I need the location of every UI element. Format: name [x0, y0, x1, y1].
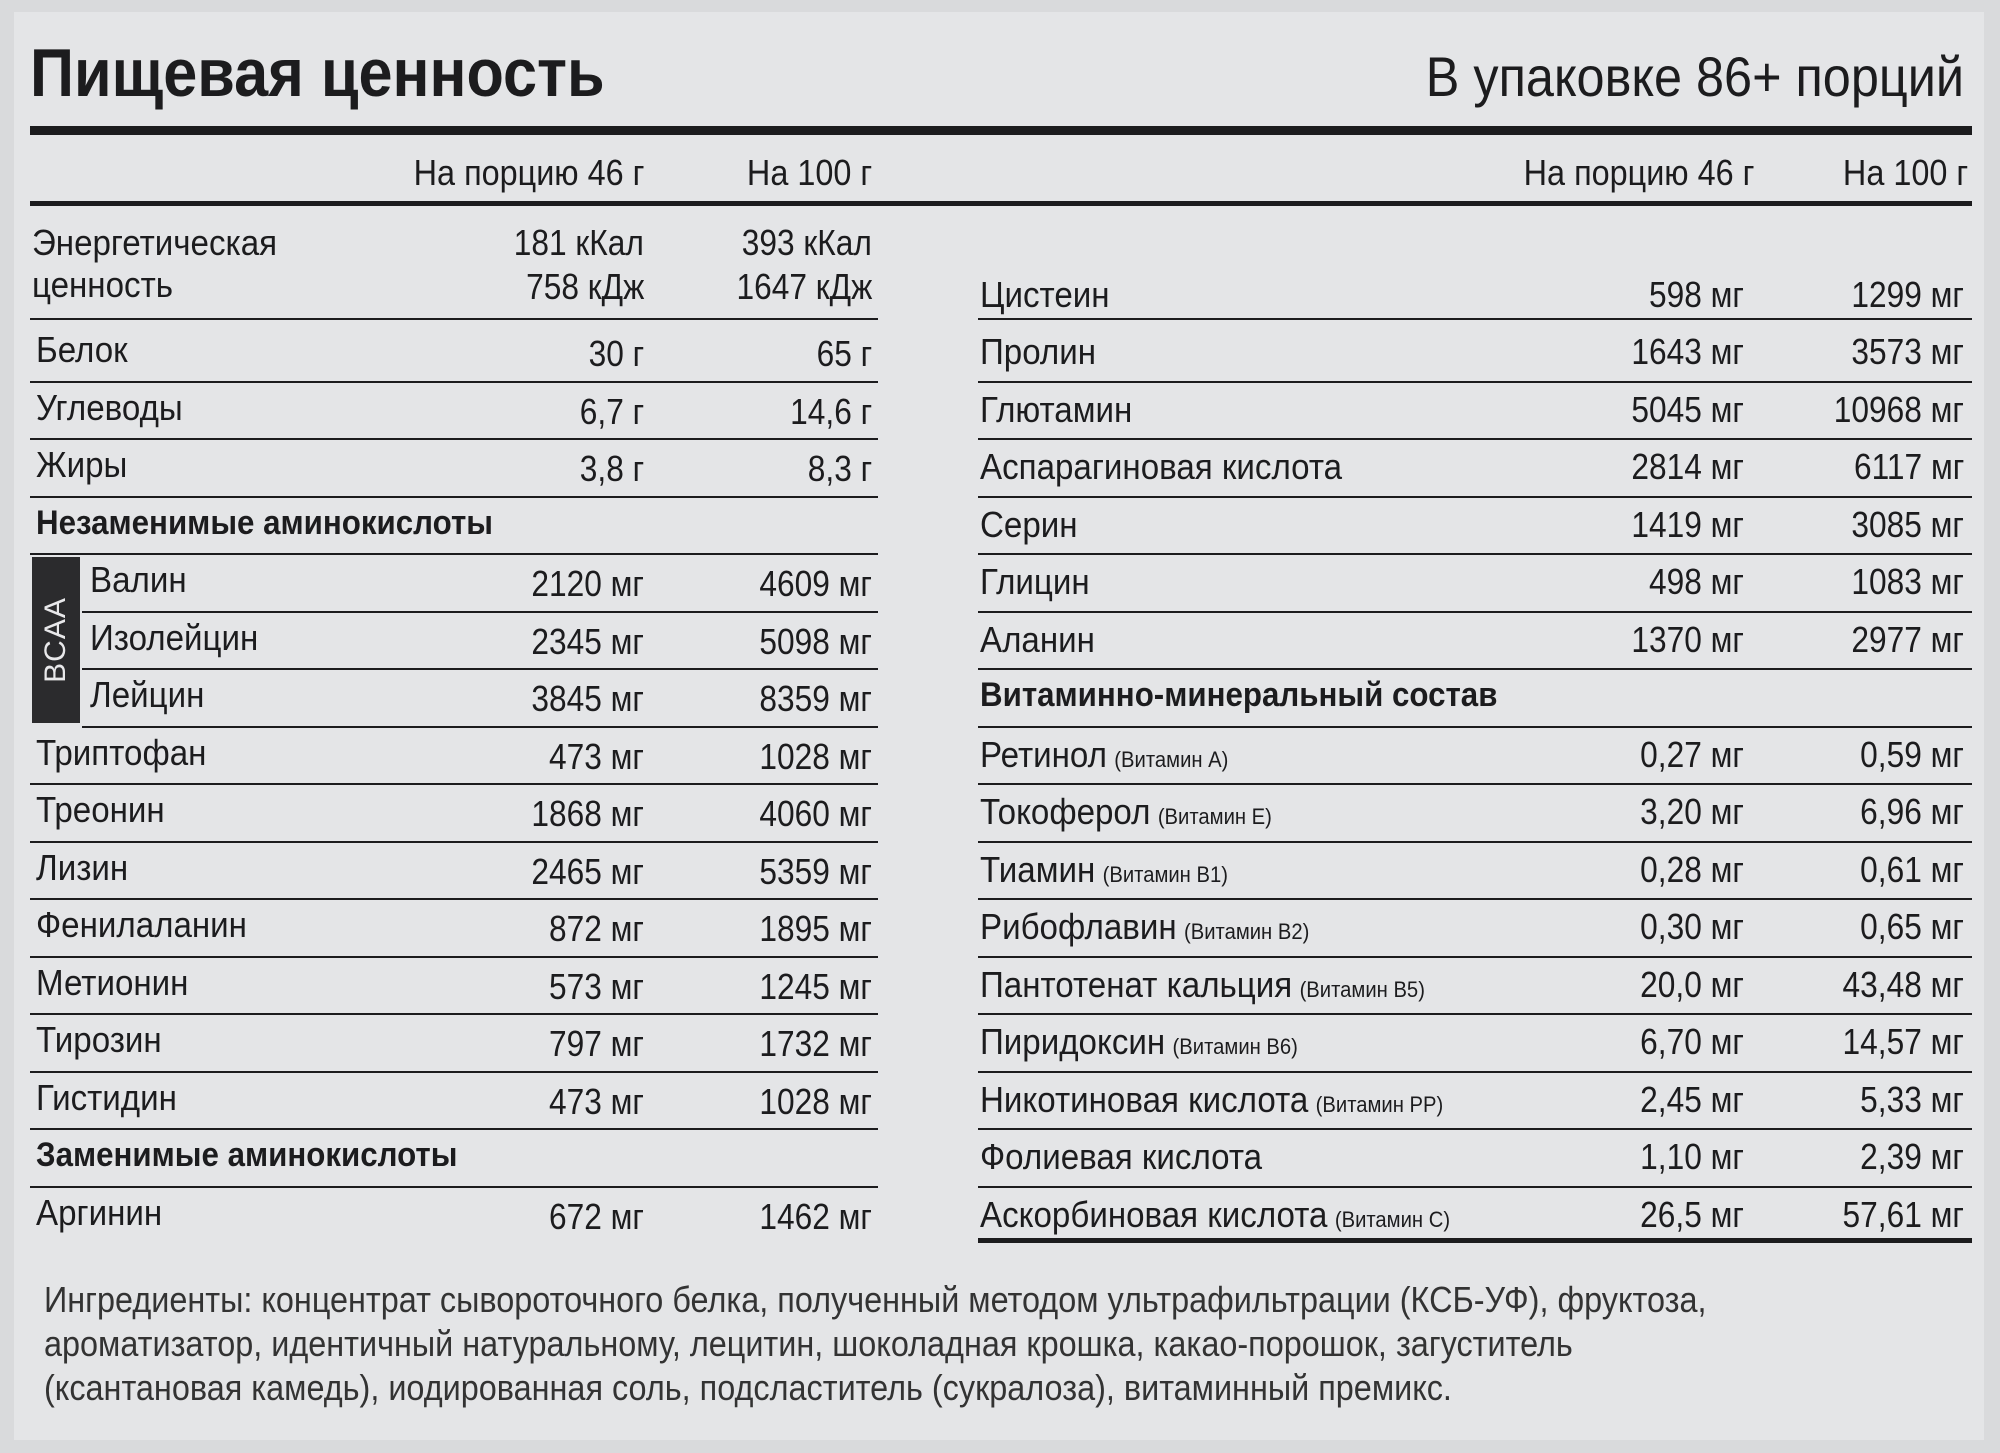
row-divider: [82, 668, 878, 670]
per-serving-value: 6,7 г: [579, 390, 644, 432]
nutrient-label: Белок: [36, 329, 128, 370]
per-100g-value: 1083 мг: [1851, 561, 1964, 602]
nutrient-name: Ретинол: [980, 733, 1107, 775]
energy-serving-kcal: 181 кКал: [513, 222, 644, 263]
per-serving-value: 2465 мг: [531, 850, 644, 892]
nutrient-name: Тиамин: [980, 848, 1096, 890]
nutrient-label: Триптофан: [36, 731, 207, 773]
nutrient-label: [980, 619, 1095, 661]
nutrient-label: [980, 331, 1096, 373]
row-divider: [978, 783, 1972, 785]
nutrient-name: Пантотенат кальция: [980, 963, 1293, 1005]
nutrient-label: Валин: [90, 559, 187, 600]
per-serving-value: 2,45 мг: [1640, 1078, 1744, 1120]
per-serving-value: 20,0 мг: [1640, 963, 1744, 1005]
servings-count: В упаковке 86+ порций: [1425, 45, 1964, 108]
table-bottom-rule: [978, 1238, 1972, 1243]
nutrient-name: Пиридоксин: [980, 1021, 1166, 1062]
per-100g-value: 6,96 мг: [1860, 791, 1964, 832]
per-serving-value: 1643 мг: [1631, 331, 1744, 372]
per-100g-value: 8,3 г: [807, 448, 872, 489]
vitamin-note: (Витамин В6): [1172, 1034, 1298, 1059]
row-divider: [978, 898, 1972, 900]
per-100g-value: 3573 мг: [1851, 331, 1964, 372]
per-100g-value: 1895 мг: [759, 908, 872, 949]
per-100g-value: 0,65 мг: [1860, 906, 1964, 947]
per-100g-value: 3085 мг: [1851, 503, 1964, 545]
nutrient-label: [980, 1136, 1262, 1178]
per-serving-value: 498 мг: [1649, 561, 1744, 602]
bcaa-badge: BCAA: [32, 557, 80, 723]
nutrient-label: [980, 964, 1425, 1011]
per-100g-value: 5098 мг: [759, 620, 872, 662]
row-divider: [30, 956, 878, 958]
per-100g-value: 1028 мг: [759, 735, 872, 777]
per-100g-value: 1462 мг: [759, 1195, 872, 1237]
per-100g-value: 4060 мг: [759, 793, 872, 834]
section-title: Заменимые аминокислоты: [36, 1136, 458, 1174]
per-100g-value: 0,59 мг: [1860, 733, 1964, 775]
section-title: Незаменимые аминокислоты: [36, 503, 493, 542]
row-divider: [978, 1128, 1972, 1130]
row-divider: [978, 496, 1972, 498]
nutrient-label: [980, 504, 1078, 546]
per-serving-value: 2814 мг: [1631, 446, 1744, 487]
vitamin-note: (Витамин В5): [1299, 976, 1425, 1002]
row-divider: [30, 553, 878, 555]
per-100g-value: 5,33 мг: [1860, 1078, 1964, 1120]
vitamin-note: (Витамин PP): [1315, 1091, 1444, 1117]
nutrient-label: [980, 446, 1342, 488]
nutrient-name: Аскорбиновая кислота: [980, 1193, 1328, 1235]
nutrient-label: [980, 1079, 1443, 1126]
per-100g-value: 4609 мг: [759, 563, 872, 604]
nutrient-name: Никотиновая кислота: [980, 1078, 1309, 1120]
per-100g-value: 8359 мг: [759, 678, 872, 719]
per-serving-value: 2345 мг: [531, 620, 644, 662]
per-100g-value: 1028 мг: [759, 1080, 872, 1122]
nutrient-name: Цистеин: [980, 274, 1110, 315]
per-serving-value: 3,8 г: [579, 448, 644, 489]
per-100g-value: 6117 мг: [1853, 446, 1964, 487]
row-divider: [978, 438, 1972, 440]
per-100g-value: 1299 мг: [1851, 274, 1964, 315]
row-divider: [978, 1071, 1972, 1073]
nutrient-label: [980, 561, 1090, 603]
per-100g-value: 14,6 г: [789, 390, 872, 432]
row-divider: [978, 553, 1972, 555]
energy-serving-kj: 758 кДж: [525, 266, 644, 307]
nutrient-label: [980, 734, 1228, 781]
nutrient-name: Аспарагиновая кислота: [980, 446, 1343, 487]
row-divider: [978, 1186, 1972, 1188]
nutrient-name: Фолиевая кислота: [980, 1136, 1263, 1177]
per-serving-value: 797 мг: [549, 1023, 644, 1064]
per-100g-value: 65 г: [816, 333, 872, 374]
nutrient-name: Аланин: [980, 618, 1095, 660]
per-serving-value: 672 мг: [549, 1195, 644, 1237]
energy-label-line1: Энергетическая: [32, 222, 278, 263]
nutrient-name: Рибофлавин: [980, 906, 1177, 947]
per-100g-value: 0,61 мг: [1860, 848, 1964, 890]
nutrient-label: [980, 906, 1309, 953]
per-serving-value: 2120 мг: [531, 563, 644, 604]
nutrient-label: [980, 791, 1272, 838]
row-divider: [30, 381, 878, 383]
row-divider: [30, 898, 878, 900]
per-100g-value: 14,57 мг: [1842, 1021, 1964, 1062]
energy-label-line2: ценность: [32, 264, 174, 305]
nutrient-name: Глютамин: [980, 388, 1133, 430]
row-divider: [30, 438, 878, 440]
per-100g-value: 2,39 мг: [1860, 1136, 1964, 1177]
row-divider: [978, 841, 1972, 843]
row-divider: [978, 1013, 1972, 1015]
per-serving-value: 3,20 мг: [1640, 791, 1744, 832]
page-title: Пищевая ценность: [30, 35, 605, 111]
row-divider: [30, 318, 878, 320]
per-100g-value: 5359 мг: [759, 850, 872, 892]
per-100g-value: 43,48 мг: [1842, 963, 1964, 1005]
vitamin-note: (Витамин В2): [1183, 919, 1310, 944]
per-serving-value: 1868 мг: [531, 793, 644, 834]
per-serving-value: 0,28 мг: [1640, 848, 1744, 890]
ingredients-line-1: Ингредиенты: концентрат сывороточного белка, полученный методом ультрафильтрации (КСБ-УФ), фруктоза,: [44, 1279, 1707, 1320]
per-serving-value: 1370 мг: [1631, 618, 1744, 660]
per-serving-value: 0,30 мг: [1640, 906, 1744, 947]
row-divider: [30, 1013, 878, 1015]
column-header-per-serving-right: На порцию 46 г: [1523, 152, 1754, 193]
per-serving-value: 598 мг: [1649, 274, 1744, 315]
nutrient-name: Пролин: [980, 331, 1097, 372]
vitamin-note: (Витамин А): [1114, 746, 1229, 772]
vitamin-note: (Витамин С): [1334, 1206, 1451, 1232]
per-100g-value: 1245 мг: [759, 965, 872, 1007]
per-serving-value: 5045 мг: [1631, 388, 1744, 430]
per-serving-value: 0,27 мг: [1640, 733, 1744, 775]
row-divider: [978, 611, 1972, 613]
nutrient-label: [980, 389, 1132, 431]
nutrient-label: [980, 1021, 1298, 1068]
row-divider: [978, 318, 1972, 320]
energy-100g-kcal: 393 кКал: [741, 222, 872, 263]
ingredients-line-3: (ксантановая камедь), иодированная соль, подсластитель (сукралоза), витаминный премикс.: [44, 1367, 1452, 1408]
row-divider: [30, 841, 878, 843]
nutrient-label: Лизин: [36, 846, 129, 888]
ingredients-line-2: ароматизатор, идентичный натуральному, лецитин, шоколадная крошка, какао-порошок, загуститель: [44, 1323, 1573, 1364]
row-divider: [978, 726, 1972, 728]
vitamin-note: (Витамин Е): [1157, 804, 1272, 829]
vitamin-note: (Витамин В1): [1102, 861, 1228, 887]
ingredients-text: [44, 1278, 1943, 1410]
nutrient-label: Лейцин: [90, 674, 205, 715]
per-100g-value: 57,61 мг: [1842, 1193, 1964, 1235]
nutrient-label: Гистидин: [36, 1076, 177, 1118]
per-serving-value: 872 мг: [549, 908, 644, 949]
nutrient-label: Тирозин: [36, 1019, 162, 1060]
row-divider: [30, 1186, 878, 1188]
energy-100g-kj: 1647 кДж: [736, 266, 872, 307]
per-serving-value: 3845 мг: [531, 678, 644, 719]
nutrient-name: Глицин: [980, 561, 1090, 602]
per-100g-value: 1732 мг: [759, 1023, 872, 1064]
per-serving-value: 473 мг: [549, 1080, 644, 1122]
column-header-per-serving-left: На порцию 46 г: [413, 152, 644, 193]
row-divider: [82, 611, 878, 613]
row-divider: [30, 496, 878, 498]
per-serving-value: 26,5 мг: [1640, 1193, 1744, 1235]
per-100g-value: 2977 мг: [1851, 618, 1964, 660]
row-divider: [978, 668, 1972, 670]
nutrient-label: [980, 849, 1228, 896]
nutrient-label: [980, 274, 1110, 316]
nutrient-label: Углеводы: [36, 386, 183, 428]
nutrient-label: Жиры: [36, 444, 128, 485]
header-divider: [30, 201, 1972, 206]
per-serving-value: 473 мг: [549, 735, 644, 777]
nutrient-label: Аргинин: [36, 1191, 163, 1233]
row-divider: [978, 956, 1972, 958]
row-divider: [30, 783, 878, 785]
per-serving-value: 30 г: [588, 333, 644, 374]
per-serving-value: 1,10 мг: [1640, 1136, 1744, 1177]
title-divider: [30, 126, 1972, 135]
row-divider: [978, 381, 1972, 383]
nutrient-name: Токоферол: [980, 791, 1151, 832]
nutrient-label: [980, 1194, 1450, 1241]
per-serving-value: 1419 мг: [1631, 503, 1744, 545]
row-divider: [30, 1071, 878, 1073]
per-serving-value: 573 мг: [549, 965, 644, 1007]
per-serving-value: 6,70 мг: [1640, 1021, 1744, 1062]
nutrient-label: Изолейцин: [90, 616, 259, 658]
nutrient-name: Серин: [980, 503, 1078, 545]
nutrient-label: Треонин: [36, 789, 165, 830]
row-divider: [82, 726, 878, 728]
nutrient-label: Фенилаланин: [36, 904, 247, 945]
nutrient-label: Метионин: [36, 961, 189, 1003]
row-divider: [30, 1128, 878, 1130]
column-header-per-100-left: На 100 г: [746, 152, 872, 193]
per-100g-value: 10968 мг: [1833, 388, 1964, 430]
section-title: Витаминно-минеральный состав: [980, 676, 1498, 714]
column-header-per-100-right: На 100 г: [1842, 152, 1968, 193]
